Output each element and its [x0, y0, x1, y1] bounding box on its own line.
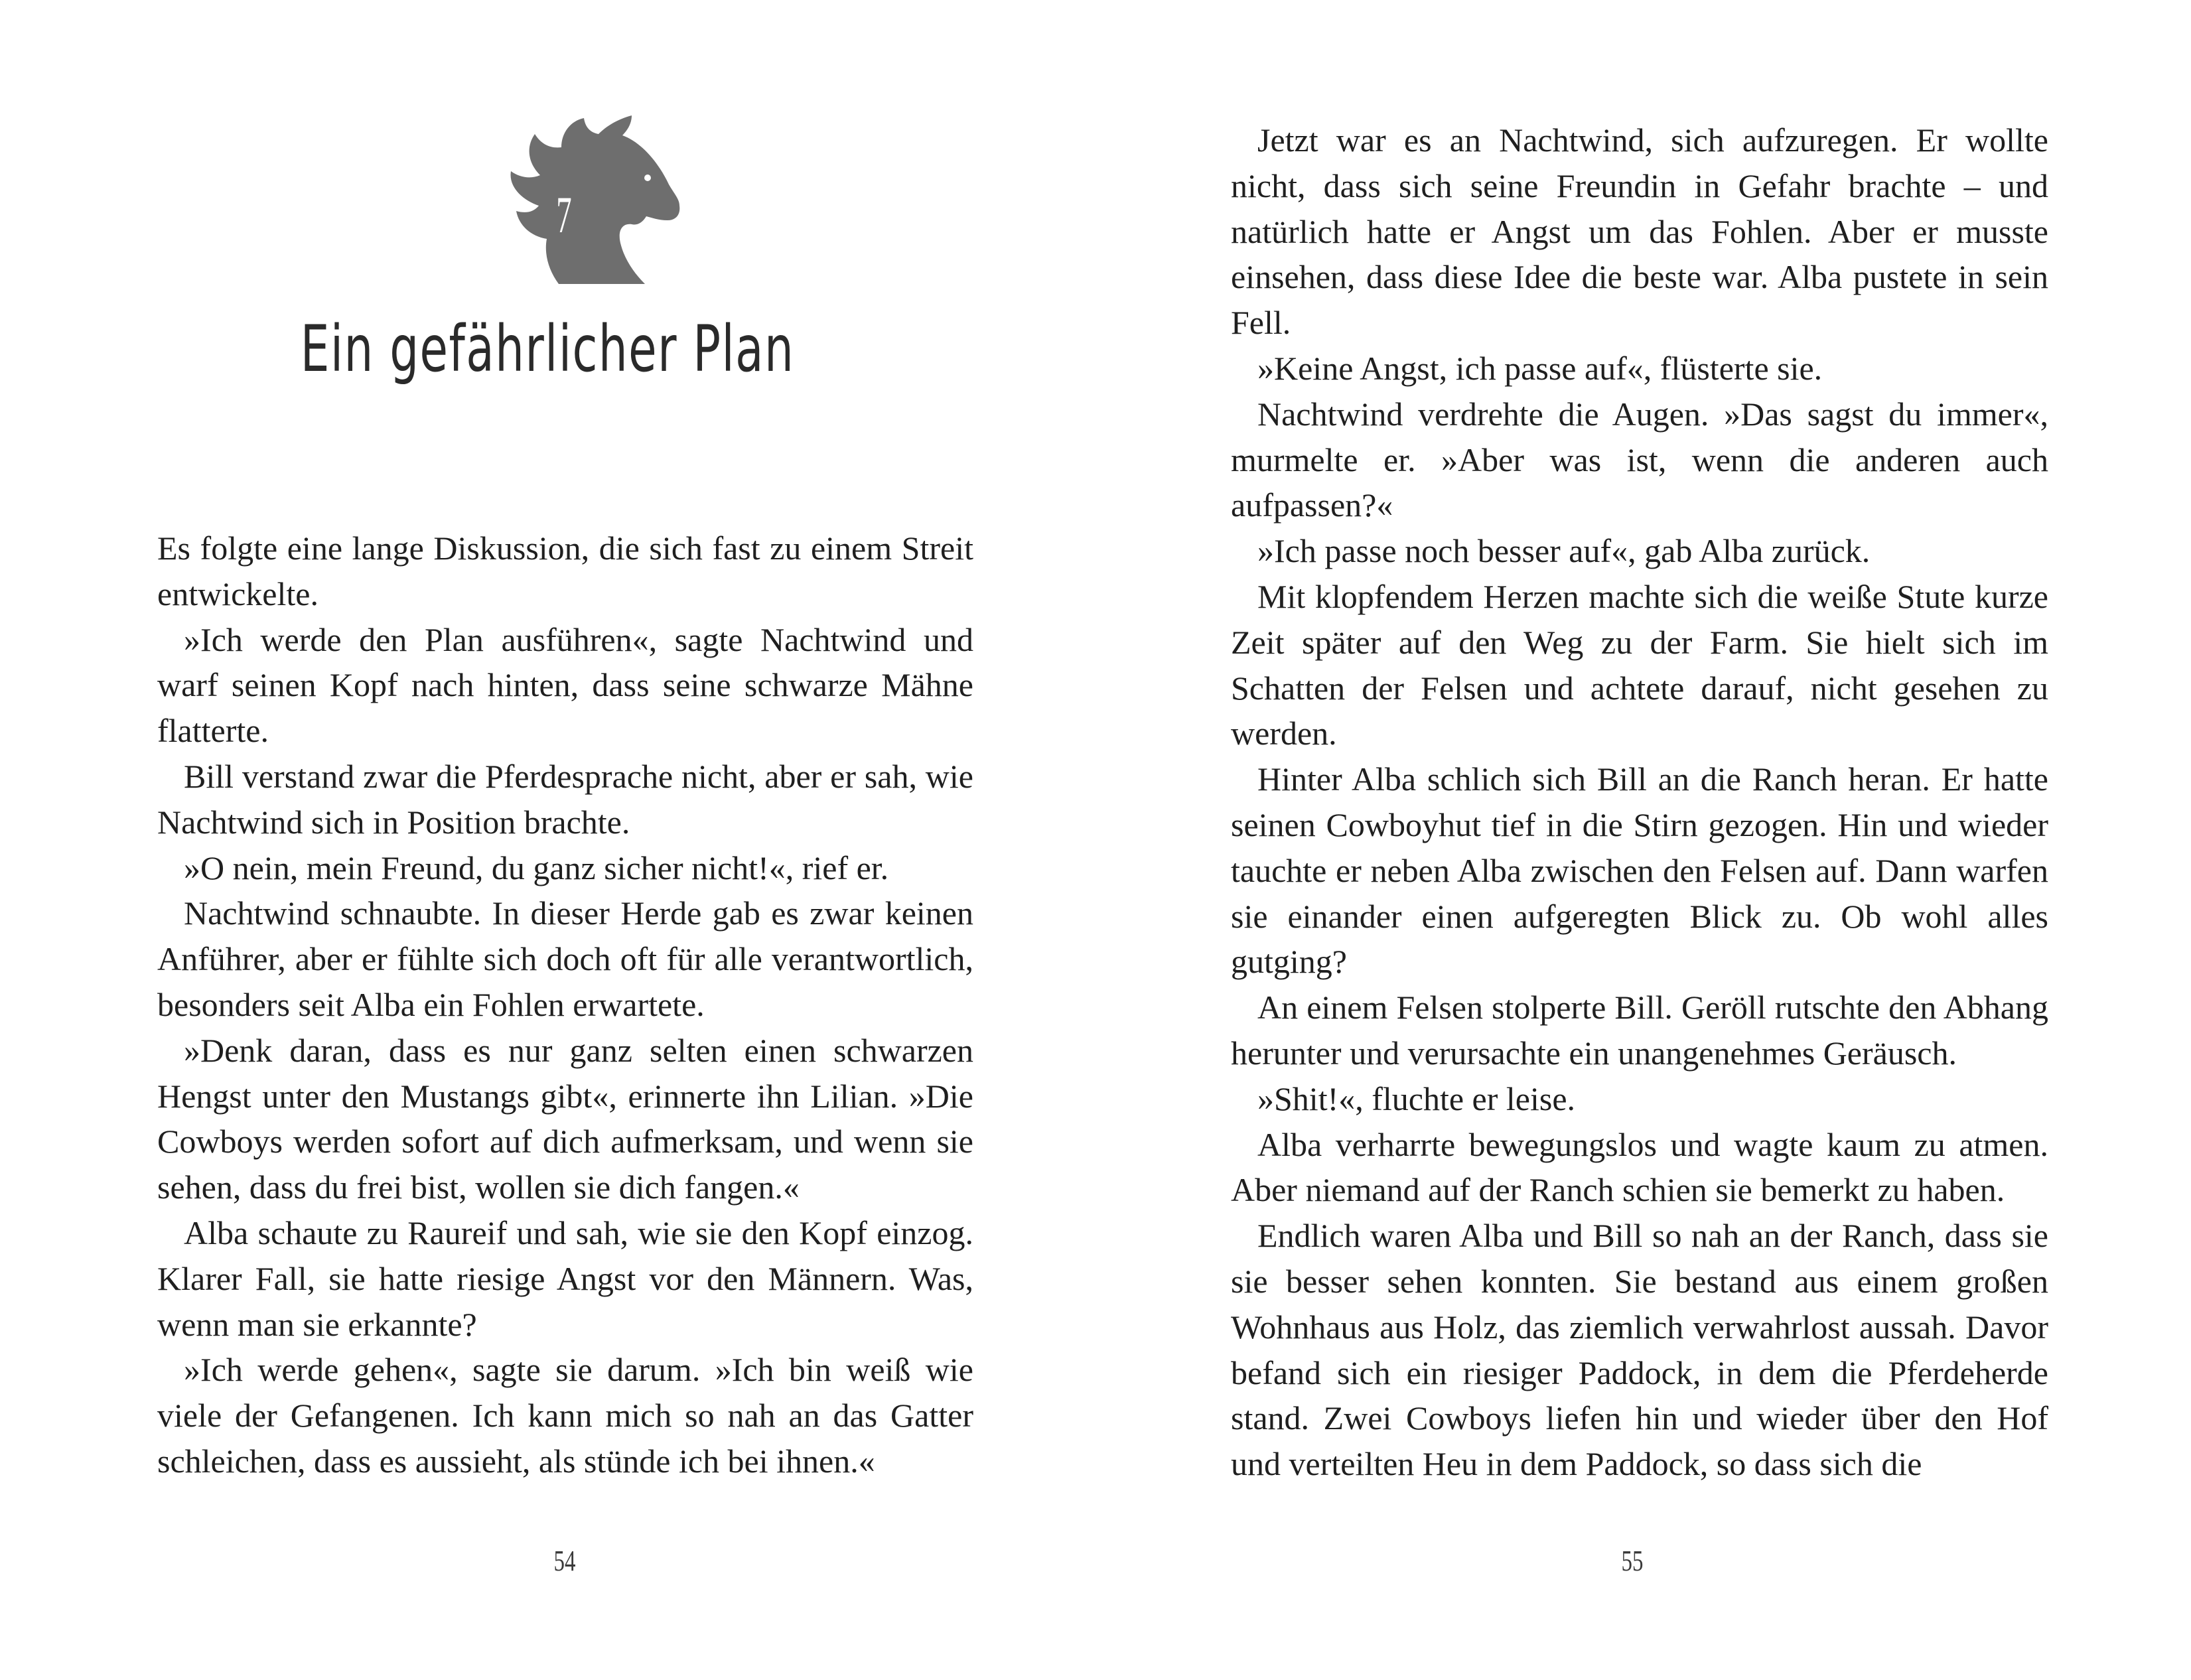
horse-head-icon [484, 106, 697, 292]
paragraph: Endlich waren Alba und Bill so nah an der Ranch, dass sie sie besser sehen konnten. Sie bestand aus einem großen Wohnhaus aus Holz, das ziemlich verwahrlost aussah. Davor befand sich ein riesiger Paddock, in dem die Pferdeherde stand. Zwei Cowboys liefen hin und wieder über den Hof und verteilten Heu in dem Paddock, so dass sich die [1231, 1217, 2048, 1483]
paragraph: An einem Felsen stolperte Bill. Geröll rutschte den Abhang herunter und verursachte ein unangenehmes Geräusch. [1231, 989, 2048, 1072]
paragraph: Hinter Alba schlich sich Bill an die Ranch heran. Er hatte seinen Cowboyhut tief in die Stirn gezogen. Hin und wieder tauchte er neben Alba zwischen den Felsen auf. Dann warfen sie einander einen aufgeregten Blick zu. Ob wohl alles gutging? [1231, 760, 2048, 981]
paragraph: Nachtwind schnaubte. In dieser Herde gab es zwar keinen Anführer, aber er fühlte sich doch oft für alle verantwortlich, besonders seit Alba ein Fohlen erwartete. [157, 894, 973, 1023]
paragraph: Jetzt war es an Nachtwind, sich aufzuregen. Er wollte nicht, dass sich seine Freundin in Gefahr brachte – und natürlich hatte er Angst um das Fohlen. Aber er musste einsehen, dass diese Idee die beste war. Alba pustete in sein Fell. [1231, 121, 2048, 342]
paragraph: »Keine Angst, ich passe auf«, flüsterte sie. [1257, 349, 1823, 387]
paragraph: »O nein, mein Freund, du ganz sicher nicht!«, rief er. [184, 849, 889, 886]
right-page-body [1231, 117, 2048, 1487]
paragraph: Mit klopfendem Herzen machte sich die weiße Stute kurze Zeit später auf den Weg zu der Farm. Sie hielt sich im Schatten der Felsen und achtete darauf, nicht gesehen zu werden. [1231, 577, 2048, 752]
page-number-left: 54 [553, 1545, 576, 1577]
paragraph: »Shit!«, fluchte er leise. [1257, 1080, 1576, 1117]
paragraph: Alba verharrte bewegungslos und wagte kaum zu atmen. Aber niemand auf der Ranch schien sie bemerkt zu haben. [1231, 1125, 2048, 1209]
chapter-title: Ein gefährlicher Plan [300, 312, 795, 386]
paragraph: Es folgte eine lange Diskussion, die sich fast zu einem Streit entwickelte. [157, 529, 973, 612]
chapter-number: 7 [556, 186, 572, 244]
page-number-right: 55 [1621, 1545, 1644, 1577]
left-page-body [157, 525, 973, 1484]
paragraph: »Ich passe noch besser auf«, gab Alba zurück. [1257, 532, 1871, 570]
paragraph: Alba schaute zu Raureif und sah, wie sie den Kopf einzog. Klarer Fall, sie hatte riesige Angst vor den Männern. Was, wenn man sie erkannte? [157, 1214, 973, 1343]
paragraph: »Ich werde den Plan ausführen«, sagte Nachtwind und warf seinen Kopf nach hinten, dass seine schwarze Mähne flatterte. [157, 620, 973, 750]
paragraph: Bill verstand zwar die Pferdesprache nicht, aber er sah, wie Nachtwind sich in Position brachte. [157, 757, 973, 841]
paragraph: »Denk daran, dass es nur ganz selten einen schwarzen Hengst unter den Mustangs gibt«, erinnerte ihn Lilian. »Die Cowboys werden sofort auf dich aufmerksam, und wenn sie sehen, dass du frei bist, wollen sie dich fangen.« [157, 1031, 973, 1206]
paragraph: Nachtwind verdrehte die Augen. »Das sagst du immer«, murmelte er. »Aber was ist, wenn die anderen auch aufpassen?« [1231, 395, 2048, 524]
paragraph: »Ich werde gehen«, sagte sie darum. »Ich bin weiß wie viele der Gefangenen. Ich kann mich so nah an das Gatter schleichen, dass es aussieht, als stünde ich bei ihnen.« [157, 1351, 973, 1480]
